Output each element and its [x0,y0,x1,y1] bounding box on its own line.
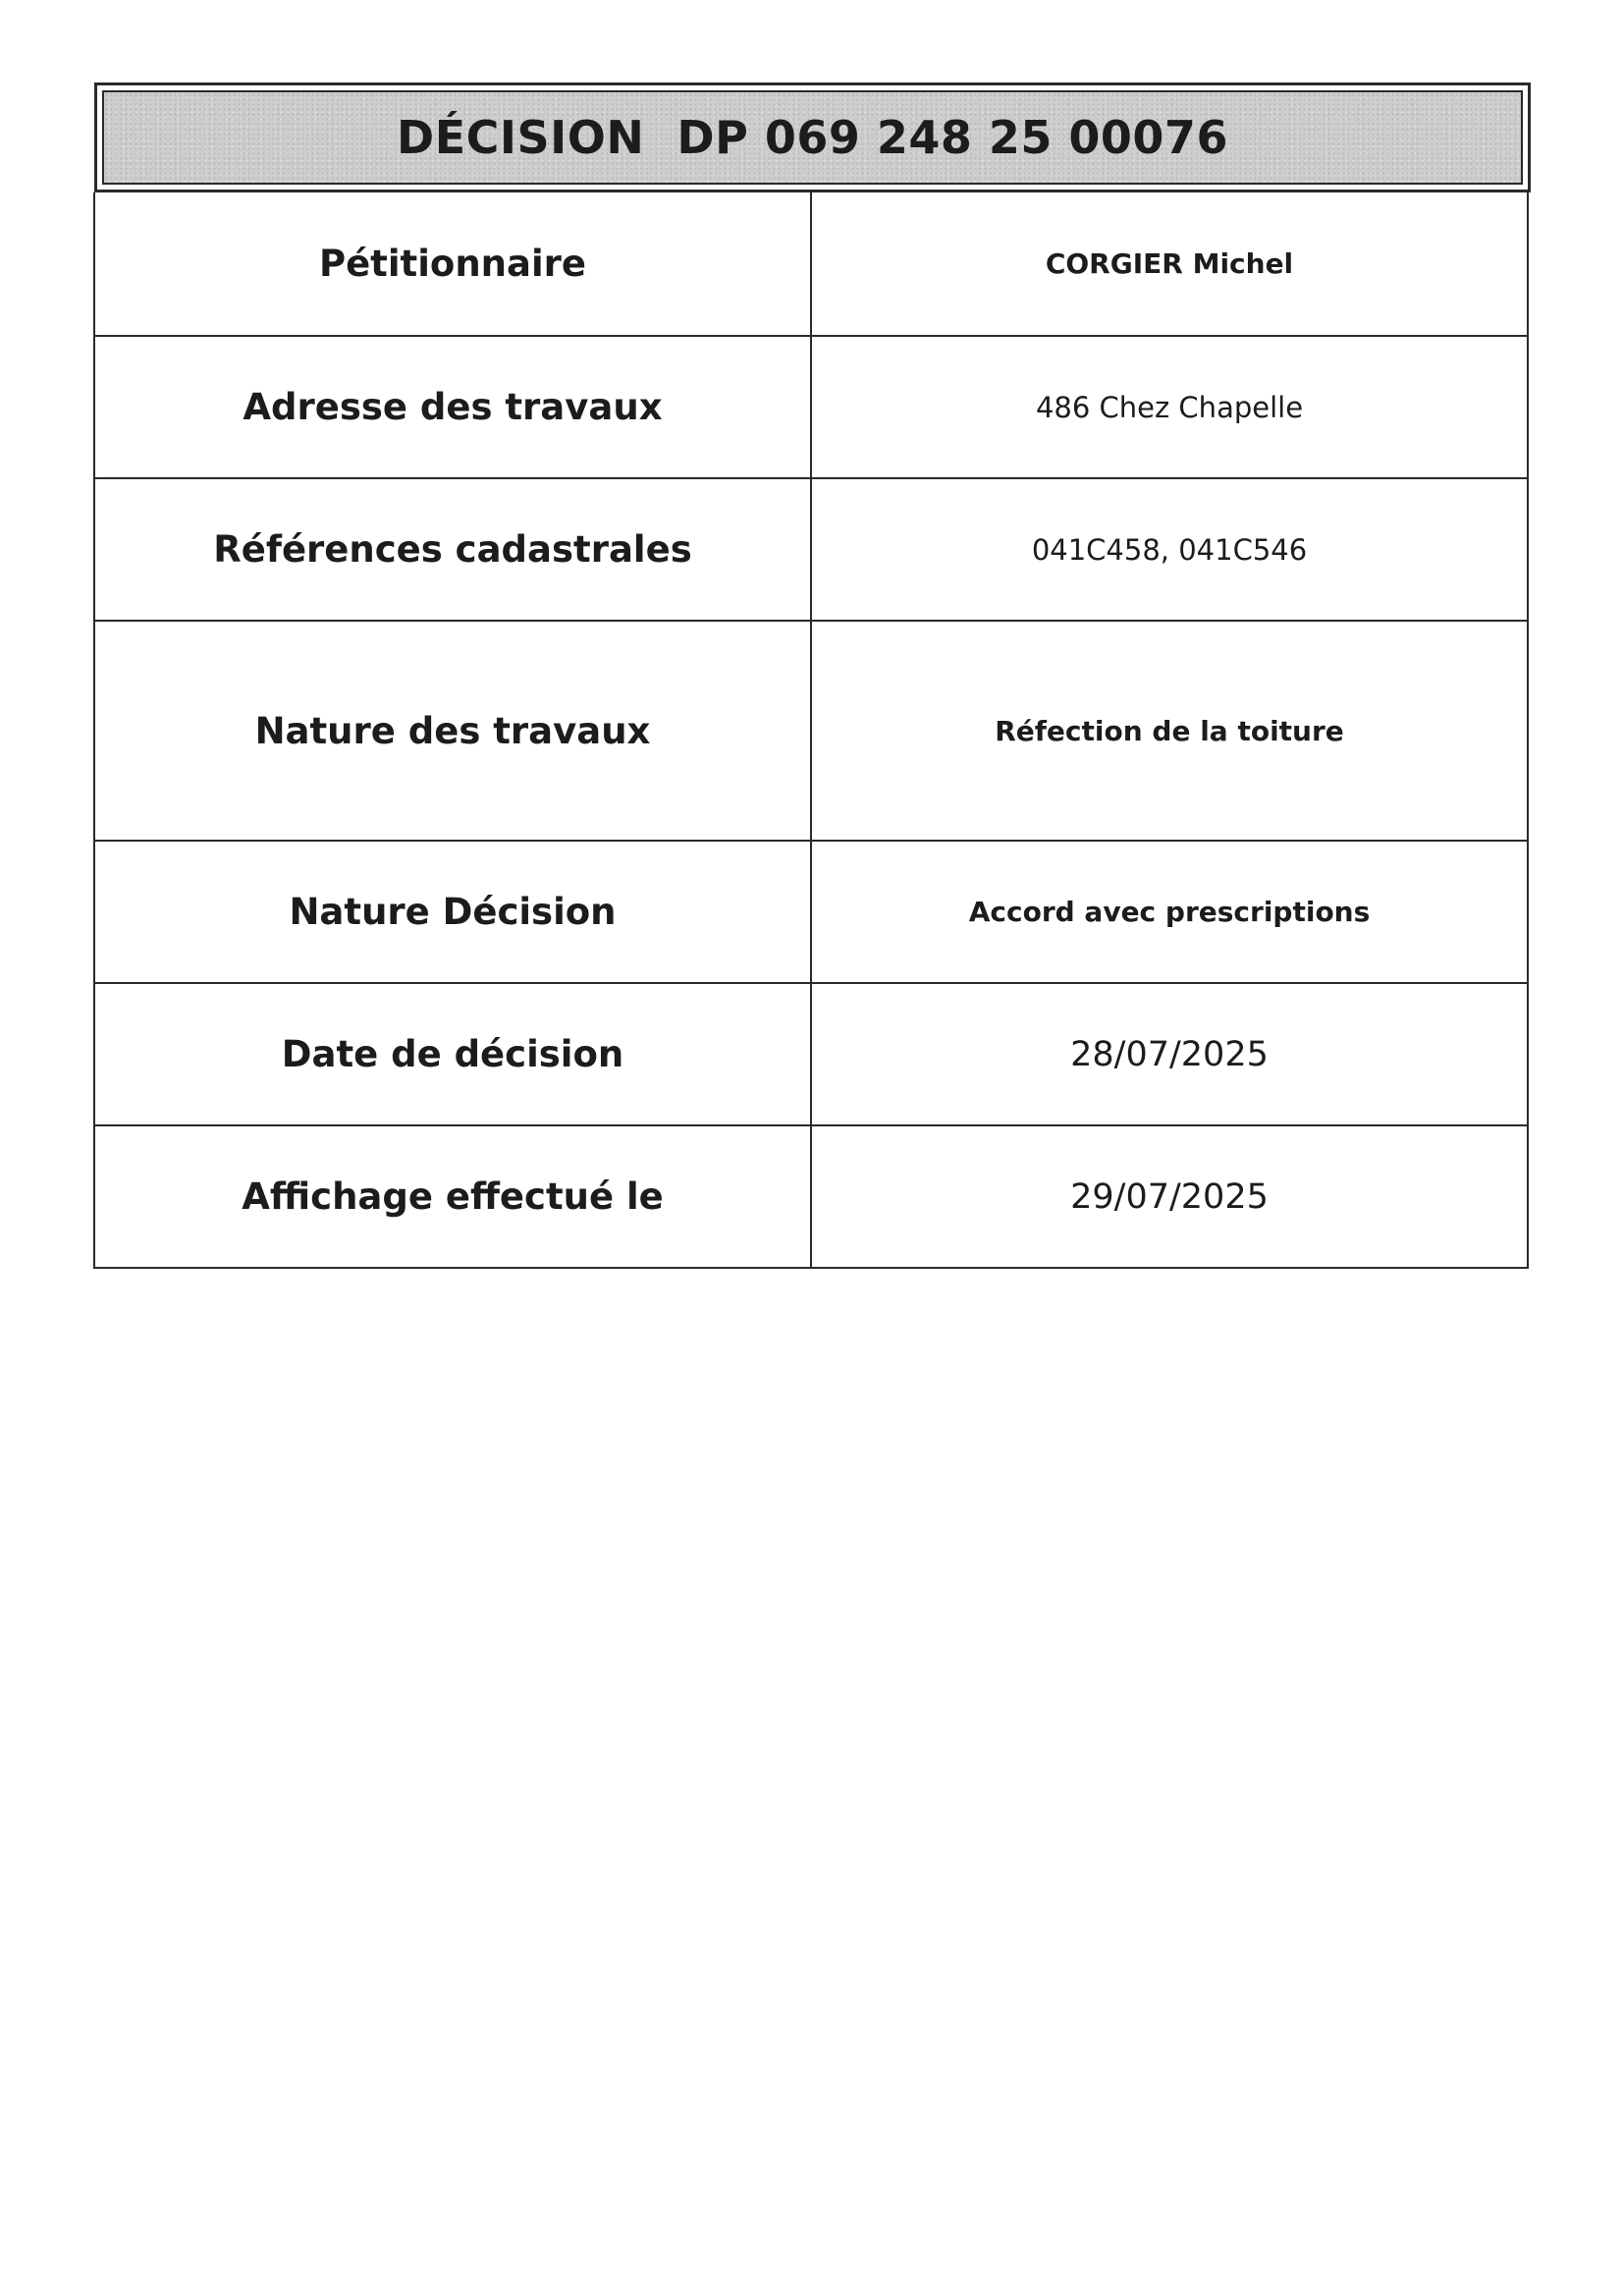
decision-title-box [94,82,1531,192]
row-label: Nature des travaux [95,622,812,840]
row-label: Adresse des travaux [95,337,812,477]
table-row-affichage [95,1124,1527,1267]
row-value: CORGIER Michel [1045,247,1294,280]
decision-title: DÉCISION DP 069 248 25 00076 [397,111,1228,164]
decision-title-banner [102,90,1523,185]
row-value: 486 Chez Chapelle [1035,390,1304,424]
decision-table [93,192,1529,1269]
row-label: Affichage effectué le [95,1126,812,1267]
row-value: 28/07/2025 [1070,1034,1269,1074]
table-row-references [95,477,1527,620]
table-row-nature-decision [95,840,1527,982]
table-row-adresse [95,335,1527,477]
row-value: 29/07/2025 [1070,1176,1269,1217]
row-value: Accord avec prescriptions [968,896,1371,928]
table-row-petitionnaire [95,192,1527,335]
row-label: Nature Décision [95,842,812,982]
row-label: Date de décision [95,984,812,1124]
row-label: Références cadastrales [95,479,812,620]
table-row-nature-travaux [95,620,1527,840]
row-value: 041C458, 041C546 [1031,532,1308,567]
table-row-date-decision [95,982,1527,1124]
row-value: Réfection de la toiture [995,714,1344,747]
row-label: Pétitionnaire [95,192,812,335]
